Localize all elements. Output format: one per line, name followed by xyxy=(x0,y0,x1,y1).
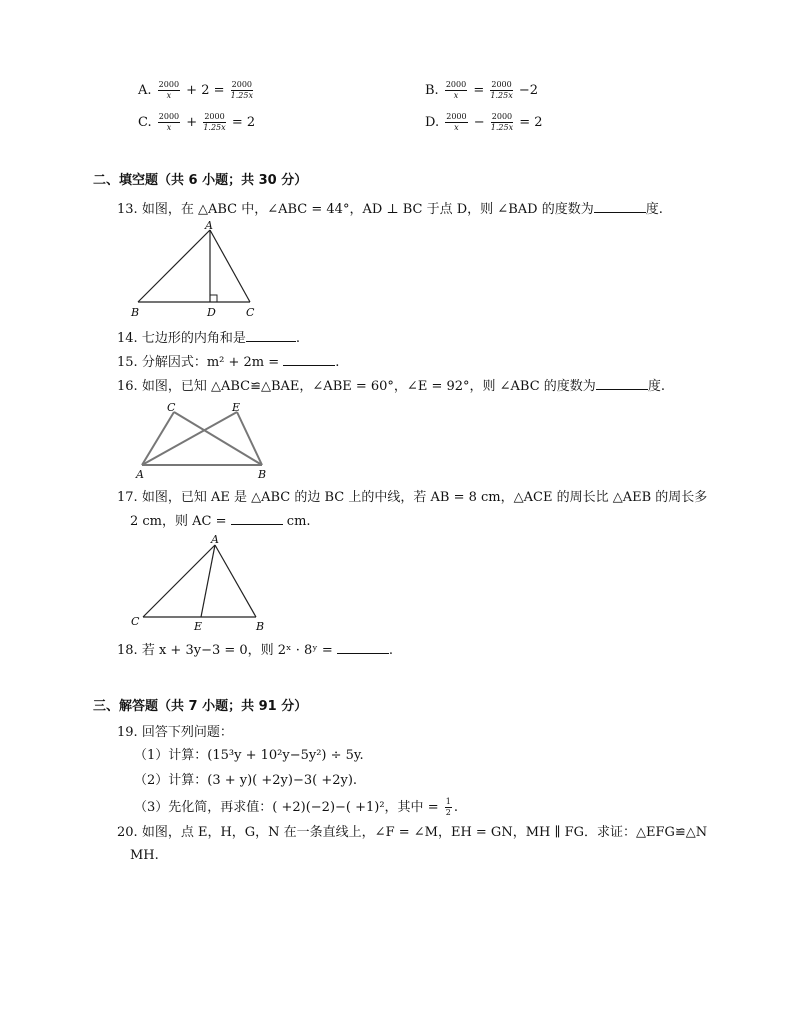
question-19-part-1: （1）计算：(15³y + 10²y−5y²) ÷ 5y. xyxy=(134,748,364,763)
segment-ab xyxy=(215,545,256,617)
label-a: A xyxy=(211,533,219,546)
option-a-letter: A. xyxy=(138,83,152,98)
option-c-letter: C. xyxy=(138,115,152,130)
option-d: D. $\frac{2000}{x}$ − $\frac{2000}{1.25x}$ = 2 xyxy=(425,112,543,132)
label-b: B xyxy=(258,468,267,481)
question-19-part-2: （2）计算：(3 + y)( +2y)−3( +2y). xyxy=(134,773,358,788)
answer-blank[interactable] xyxy=(337,641,389,654)
answer-blank[interactable] xyxy=(596,377,648,390)
question-13: 13. 如图，在 △ABC 中，∠ABC = 44°，AD ⊥ BC 于点 D，则 ∠BAD 的度数为 度. xyxy=(117,202,663,217)
section-3-title: 三、解答题（共 7 小题；共 91 分） xyxy=(93,699,308,714)
fraction: $\frac{2000}{x}$ xyxy=(445,80,467,100)
answer-blank[interactable] xyxy=(283,353,335,366)
figure-13 xyxy=(128,219,268,320)
answer-blank[interactable] xyxy=(594,200,646,213)
label-e: E xyxy=(194,620,203,633)
question-16: 16. 如图，已知 △ABC≌△BAE，∠ABE = 60°，∠E = 92°，则 ∠ABC 的度数为 度. xyxy=(117,379,665,394)
answer-blank[interactable] xyxy=(246,329,296,342)
label-b: B xyxy=(256,620,265,633)
segment-ae xyxy=(201,545,215,617)
option-a: A. $\frac{2000}{x}$ + 2 = $\frac{2000}{1.25x}$ xyxy=(138,80,253,100)
question-18: 18. 若 x + 3y−3 = 0，则 2ˣ · 8ʸ = . xyxy=(117,643,394,658)
label-b: B xyxy=(131,306,140,319)
answer-blank[interactable] xyxy=(231,512,283,525)
label-d: D xyxy=(207,306,216,319)
segment-ae xyxy=(142,412,237,465)
label-e: E xyxy=(232,401,241,414)
fraction: $\frac{1}{2}$ xyxy=(445,797,451,817)
figure-16 xyxy=(134,400,274,482)
fraction: $\frac{2000}{1.25x}$ xyxy=(203,112,226,132)
fraction: $\frac{2000}{1.25x}$ xyxy=(230,80,253,100)
segment-ab xyxy=(138,230,210,302)
right-angle-mark xyxy=(210,295,217,302)
question-17-line-2: 2 cm，则 AC = cm. xyxy=(130,514,311,529)
fraction: $\frac{2000}{1.25x}$ xyxy=(490,112,514,132)
question-20-line-2: MH. xyxy=(130,848,159,863)
question-20-line-1: 20. 如图，点 E，H，G，N 在一条直线上，∠F = ∠M，EH = GN，MH ∥ FG．求证：△EFG≌△N xyxy=(117,825,708,840)
segment-ac xyxy=(143,545,215,617)
option-c: C. $\frac{2000}{x}$ + $\frac{2000}{1.25x}$ = 2 xyxy=(138,112,256,132)
option-d-letter: D. xyxy=(425,115,440,130)
fraction: $\frac{2000}{x}$ xyxy=(158,80,180,100)
label-c: C xyxy=(246,306,255,319)
label-a: A xyxy=(136,468,144,481)
question-15: 15. 分解因式：m² + 2m = . xyxy=(117,355,340,370)
label-c: C xyxy=(131,615,140,628)
option-b: B. $\frac{2000}{x}$ = $\frac{2000}{1.25x}$ −2 xyxy=(425,80,539,100)
question-17-line-1: 17. 如图，已知 AE 是 △ABC 的边 BC 上的中线，若 AB = 8 cm，△ACE 的周长比 △AEB 的周长多 xyxy=(117,490,708,505)
question-14: 14. 七边形的内角和是 . xyxy=(117,331,300,346)
fraction: $\frac{2000}{x}$ xyxy=(158,112,180,132)
figure-17 xyxy=(128,533,268,633)
label-a: A xyxy=(205,219,213,232)
section-2-title: 二、填空题（共 6 小题；共 30 分） xyxy=(93,173,308,188)
fraction: $\frac{2000}{1.25x}$ xyxy=(490,80,513,100)
option-b-letter: B. xyxy=(425,83,439,98)
question-19-part-3: （3）先化简，再求值：( +2)(−2)−( +1)²，其中 = $\frac{1}{2}$ . xyxy=(134,797,458,817)
label-c: C xyxy=(167,401,176,414)
segment-ac xyxy=(210,230,250,302)
fraction: $\frac{2000}{x}$ xyxy=(446,112,467,132)
question-19: 19. 回答下列问题： xyxy=(117,725,233,740)
